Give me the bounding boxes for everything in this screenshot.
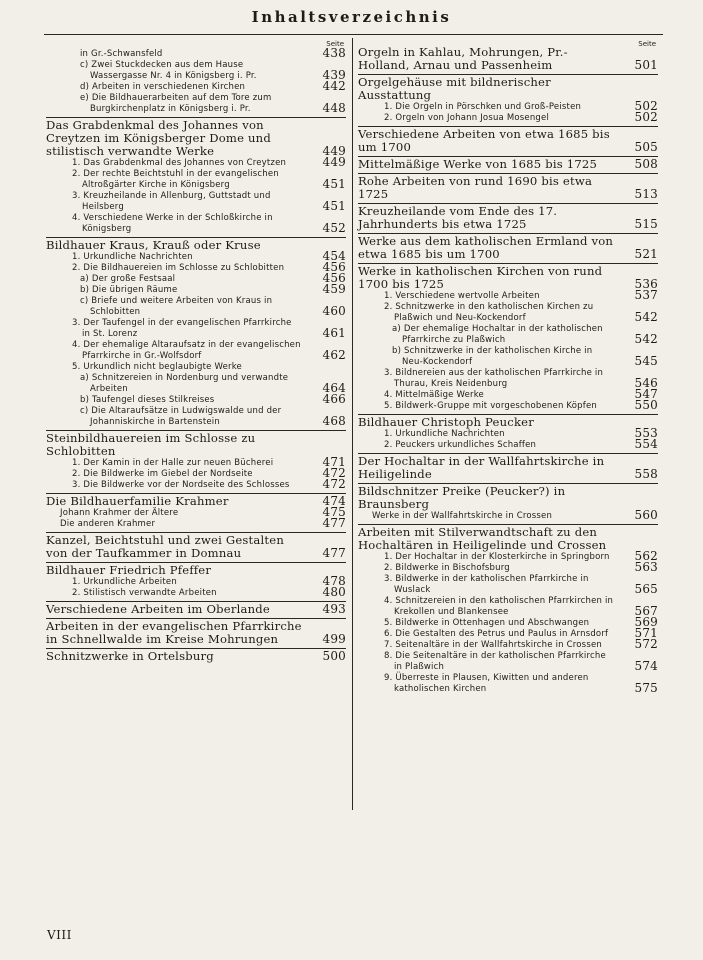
toc-entry-title: 3. Kreuzheilande in Allenburg, Guttstadt und Heilsberg [72, 191, 271, 212]
toc-entry-page: 502 [634, 99, 658, 113]
toc-entry [46, 601, 346, 616]
toc-entry-title: Schnitzwerke in Ortelsburg [46, 649, 214, 663]
toc-left-entries [46, 46, 346, 663]
toc-entry-title: a) Schnitzereien in Nordenburg und verwandte Arbeiten [80, 373, 289, 394]
toc-entry-page: 505 [634, 140, 658, 154]
toc-entry-title: 2. Die Bildhauereien im Schlosse zu Schlobitten [72, 263, 285, 273]
toc-entry [358, 437, 658, 451]
toc-entry [358, 483, 658, 511]
toc-entry-title: 1. Das Grabdenkmal des Johannes von Creytzen [72, 158, 287, 168]
toc-entry-page: 502 [634, 110, 658, 124]
toc-entry [46, 60, 346, 82]
toc-entry [46, 79, 346, 93]
toc-entry-title: 5. Bildwerke in Ottenhagen und Abschwangen [384, 618, 590, 628]
toc-entry-page: 508 [634, 157, 658, 171]
toc-entry-page: 569 [634, 615, 658, 629]
toc-entry [46, 466, 346, 480]
toc-entry-page: 464 [322, 381, 346, 395]
toc-entry [358, 346, 658, 368]
toc-entry-title: 9. Überreste in Plausen, Kiwitten und anderen katholischen Kirchen [384, 673, 589, 694]
toc-entry [358, 626, 658, 640]
toc-entry [358, 156, 658, 171]
toc-entry [46, 585, 346, 599]
toc-entry-title: c) Zwei Stuckdecken aus dem Hause Wassergasse Nr. 4 in Königsberg i. Pr. [80, 60, 257, 81]
toc-entry-title: Rohe Arbeiten von rund 1690 bis etwa 1725 [358, 174, 593, 201]
toc-entry-page: 472 [322, 466, 346, 480]
toc-entry [358, 398, 658, 412]
toc-entry [46, 169, 346, 191]
toc-entry [46, 155, 346, 169]
toc-entry [358, 288, 658, 302]
toc-entry-page: 565 [634, 582, 658, 596]
toc-entry-title: 1. Urkundliche Nachrichten [384, 429, 505, 439]
toc-entry-title: 5. Bildwerk-Gruppe mit vorgeschobenen Köpfen [384, 401, 597, 411]
toc-entry-title: 2. Bildwerke in Bischofsburg [384, 563, 510, 573]
toc-entry-title: Orgeln in Kahlau, Mohrungen, Pr.-Holland, Arnau und Passenheim [358, 45, 568, 72]
toc-entry-title: Die Bildhauerfamilie Krahmer [46, 494, 229, 508]
toc-entry [46, 271, 346, 285]
toc-right-entries [358, 40, 658, 695]
toc-entry-page: 449 [322, 144, 346, 158]
toc-entry-title: d) Arbeiten in verschiedenen Kirchen [80, 82, 246, 92]
toc-entry-page: 500 [322, 649, 346, 663]
toc-entry-title: 6. Die Gestalten des Petrus und Paulus in Arnsdorf [384, 629, 609, 639]
toc-entry [358, 387, 658, 401]
toc-entry [358, 99, 658, 113]
toc-entry-title: 1. Der Kamin in der Halle zur neuen Bücherei [72, 458, 274, 468]
toc-entry [46, 373, 346, 395]
toc-entry-page: 456 [322, 260, 346, 274]
toc-entry-page: 501 [634, 58, 658, 72]
toc-entry-title: 2. Der rechte Beichtstuhl in der evangelischen Altroßgärter Kirche in Königsberg [72, 169, 279, 190]
toc-entry [46, 618, 346, 646]
toc-entry [358, 46, 658, 72]
toc-entry-page: 571 [634, 626, 658, 640]
toc-entry-page: 550 [634, 398, 658, 412]
toc-entry-title: Verschiedene Arbeiten von etwa 1685 bis um 1700 [358, 127, 610, 154]
toc-entry-page: 442 [322, 79, 346, 93]
toc-entry-title: Arbeiten in der evangelischen Pfarrkirche in Schnellwalde im Kreise Mohrungen [46, 619, 302, 646]
toc-entry-page: 575 [634, 681, 658, 695]
toc-entry-title: Das Grabdenkmal des Johannes von Creytzen im Königsberger Dome und stilistisch verwandte Werke [46, 118, 271, 158]
toc-entry-title: 1. Urkundliche Nachrichten [72, 252, 193, 262]
toc-entry [46, 318, 346, 340]
page-number: VIII [47, 928, 72, 942]
header-rule [44, 34, 663, 35]
seite-label: Seite [326, 40, 344, 48]
toc-entry [358, 596, 658, 618]
toc-entry [358, 203, 658, 231]
toc-entry-page: 546 [634, 376, 658, 390]
toc-entry [46, 430, 346, 458]
toc-entry-page: 515 [634, 217, 658, 231]
toc-entry-page: 560 [634, 508, 658, 522]
toc-entry-title: Bildhauer Kraus, Krauß oder Kruse [46, 238, 261, 252]
toc-entry-page: 478 [322, 574, 346, 588]
toc-entry-title: 8. Die Seitenaltäre in der katholischen Pfarrkirche in Plaßwich [384, 651, 606, 672]
toc-entry [46, 648, 346, 663]
toc-entry-title: 1. Urkundliche Arbeiten [72, 577, 177, 587]
toc-entry [46, 213, 346, 235]
toc-entry-page: 513 [634, 187, 658, 201]
toc-entry [46, 296, 346, 318]
toc-entry [46, 260, 346, 274]
toc-entry [46, 532, 346, 560]
toc-entry-title: 3. Bildwerke in der katholischen Pfarrkirche in Wuslack [384, 574, 589, 595]
toc-entry [358, 549, 658, 563]
toc-entry-title: 4. Der ehemalige Altaraufsatz in der evangelischen Pfarrkirche in Gr.-Wolfsdorf [72, 340, 301, 361]
toc-entry-page: 537 [634, 288, 658, 302]
toc-entry-page: 574 [634, 659, 658, 673]
toc-entry-title: Johann Krahmer der Ältere [60, 508, 179, 518]
toc-entry-title: 3. Bildnereien aus der katholischen Pfarrkirche in Thurau, Kreis Neidenburg [384, 368, 604, 389]
toc-entry [46, 477, 346, 491]
toc-entry-title: Verschiedene Arbeiten im Oberlande [46, 602, 270, 616]
toc-entry-page: 545 [634, 354, 658, 368]
toc-entry-page: 456 [322, 271, 346, 285]
toc-entry-page: 454 [322, 249, 346, 263]
toc-entry-page: 542 [634, 332, 658, 346]
toc-entry-page: 460 [322, 304, 346, 318]
toc-entry-page: 572 [634, 637, 658, 651]
toc-entry [358, 453, 658, 481]
toc-entry-title: 4. Verschiedene Werke in der Schloßkirche in Königsberg [72, 213, 273, 234]
toc-entry-title: e) Die Bildhauerarbeiten auf dem Tore zum Burgkirchenplatz in Königsberg i. Pr. [80, 93, 272, 114]
toc-entry [358, 110, 658, 124]
toc-entry-title: Die anderen Krahmer [60, 519, 156, 529]
toc-entry [46, 237, 346, 252]
toc-entry-title: 1. Verschiedene wertvolle Arbeiten [384, 291, 540, 301]
toc-entry-title: 1. Der Hochaltar in der Klosterkirche in Springborn [384, 552, 610, 562]
toc-entry-page: 459 [322, 282, 346, 296]
toc-entry-title: 3. Die Bildwerke vor der Nordseite des Schlosses [72, 480, 290, 490]
toc-entry-page: 563 [634, 560, 658, 574]
toc-entry-title: 2. Orgeln von Johann Josua Mosengel [384, 113, 550, 123]
toc-entry-title: Kreuzheilande vom Ende des 17. Jahrhunderts bis etwa 1725 [358, 204, 558, 231]
toc-entry-title: Werke in der Wallfahrtskirche in Crossen [372, 511, 553, 521]
toc-entry [358, 414, 658, 429]
toc-entry-title: 3. Der Taufengel in der evangelischen Pfarrkirche in St. Lorenz [72, 318, 292, 339]
toc-entry [358, 524, 658, 552]
toc-entry-title: 7. Seitenaltäre in der Wallfahrtskirche in Crossen [384, 640, 602, 650]
toc-entry-page: 493 [322, 602, 346, 616]
toc-entry [358, 574, 658, 596]
toc-entry-page: 468 [322, 414, 346, 428]
toc-entry-title: Werke aus dem katholischen Ermland von etwa 1685 bis um 1700 [358, 234, 614, 261]
toc-entry-page: 542 [634, 310, 658, 324]
toc-entry [46, 406, 346, 428]
toc-right-column [358, 40, 658, 695]
toc-entry [46, 249, 346, 263]
seite-label: Seite [638, 40, 656, 48]
toc-entry [358, 673, 658, 695]
toc-entry-page: 472 [322, 477, 346, 491]
toc-entry-page: 536 [634, 277, 658, 291]
toc-entry-page: 477 [322, 546, 346, 560]
toc-entry-title: Bildschnitzer Preike (Peucker?) in Braunsberg [358, 484, 566, 511]
toc-entry [358, 173, 658, 201]
toc-entry [46, 493, 346, 508]
toc-entry-title: b) Schnitzwerke in der katholischen Kirche in Neu-Kockendorf [392, 346, 593, 367]
toc-entry-title: Mittelmäßige Werke von 1685 bis 1725 [358, 157, 598, 171]
toc-entry [358, 368, 658, 390]
toc-entry-page: 462 [322, 348, 346, 362]
toc-entry [46, 362, 346, 373]
toc-entry-title: Der Hochaltar in der Wallfahrtskirche in Heiligelinde [358, 454, 605, 481]
toc-entry-title: 2. Stilistisch verwandte Arbeiten [72, 588, 217, 598]
toc-entry-page: 558 [634, 467, 658, 481]
toc-entry-page: 461 [322, 326, 346, 340]
toc-entry-page: 466 [322, 392, 346, 406]
toc-entry [46, 505, 346, 519]
toc-entry-page: 477 [322, 516, 346, 530]
toc-entry-title: 5. Urkundlich nicht beglaubigte Werke [72, 362, 242, 372]
page-title: Inhaltsverzeichnis [251, 8, 452, 26]
toc-entry [358, 615, 658, 629]
toc-entry [46, 516, 346, 530]
toc-entry [46, 392, 346, 406]
toc-entry-page: 451 [322, 199, 346, 213]
toc-entry-title: 2. Die Bildwerke im Giebel der Nordseite [72, 469, 253, 479]
toc-entry [46, 191, 346, 213]
toc-entry-title: Kanzel, Beichtstuhl und zwei Gestalten von der Taufkammer in Domnau [46, 533, 284, 560]
toc-entry-page: 471 [322, 455, 346, 469]
toc-entry [358, 560, 658, 574]
toc-entry-title: Bildhauer Friedrich Pfeffer [46, 563, 212, 577]
toc-entry [46, 282, 346, 296]
toc-entry [46, 562, 346, 577]
toc-entry-page: 480 [322, 585, 346, 599]
toc-entry-page: 567 [634, 604, 658, 618]
toc-entry-title: b) Taufengel dieses Stilkreises [80, 395, 215, 405]
toc-entry-title: Steinbildhauereien im Schlosse zu Schlobitten [46, 431, 256, 458]
toc-entry [46, 340, 346, 362]
toc-entry-page: 547 [634, 387, 658, 401]
toc-entry [46, 93, 346, 115]
toc-entry-page: 448 [322, 101, 346, 115]
toc-entry-page: 554 [634, 437, 658, 451]
toc-entry [46, 117, 346, 158]
toc-entry [46, 455, 346, 469]
toc-entry [46, 574, 346, 588]
toc-entry [358, 637, 658, 651]
toc-entry-title: c) Die Altaraufsätze in Ludwigswalde und der Johanniskirche in Bartenstein [80, 406, 282, 427]
toc-entry-title: a) Der ehemalige Hochaltar in der katholischen Pfarrkirche zu Plaßwich [392, 324, 603, 345]
toc-entry-title: 2. Peuckers urkundliches Schaffen [384, 440, 537, 450]
toc-entry-title: 4. Schnitzereien in den katholischen Pfarrkirchen in Krekollen und Blankensee [384, 596, 614, 617]
toc-left-column [46, 40, 346, 663]
toc-entry-title: Werke in katholischen Kirchen von rund 1700 bis 1725 [358, 264, 603, 291]
toc-entry [358, 426, 658, 440]
toc-entry-title: 1. Die Orgeln in Pörschken und Groß-Peisten [384, 102, 582, 112]
toc-entry [46, 46, 346, 60]
column-divider [352, 38, 353, 810]
toc-entry-title: Arbeiten mit Stilverwandtschaft zu den Hochaltären in Heiligelinde und Crossen [358, 525, 607, 552]
toc-entry-title: c) Briefe und weitere Arbeiten von Kraus in Schlobitten [80, 296, 273, 317]
toc-entry-page: 562 [634, 549, 658, 563]
toc-entry [358, 263, 658, 291]
toc-entry-title: Bildhauer Christoph Peucker [358, 415, 534, 429]
toc-entry-page: 499 [322, 632, 346, 646]
toc-entry [358, 324, 658, 346]
toc-entry-page: 438 [322, 46, 346, 60]
toc-entry [358, 126, 658, 154]
toc-entry-title: 4. Mittelmäßige Werke [384, 390, 484, 400]
toc-entry-page: 475 [322, 505, 346, 519]
toc-entry-title: in Gr.-Schwansfeld [80, 49, 163, 59]
toc-entry-page: 439 [322, 68, 346, 82]
toc-entry-page: 553 [634, 426, 658, 440]
toc-entry [358, 233, 658, 261]
toc-entry-title: b) Die übrigen Räume [80, 285, 178, 295]
toc-entry-page: 449 [322, 155, 346, 169]
toc-entry-title: a) Der große Festsaal [80, 274, 176, 284]
toc-entry-page: 521 [634, 247, 658, 261]
toc-entry-page: 452 [322, 221, 346, 235]
toc-entry-title: 2. Schnitzwerke in den katholischen Kirchen zu Plaßwich und Neu-Kockendorf [384, 302, 594, 323]
toc-entry [358, 508, 658, 522]
toc-entry [358, 302, 658, 324]
toc-entry [358, 74, 658, 102]
toc-entry-title: Orgelgehäuse mit bildnerischer Ausstattung [358, 75, 551, 102]
toc-entry-page: 451 [322, 177, 346, 191]
toc-entry-page: 474 [322, 494, 346, 508]
toc-entry [358, 651, 658, 673]
